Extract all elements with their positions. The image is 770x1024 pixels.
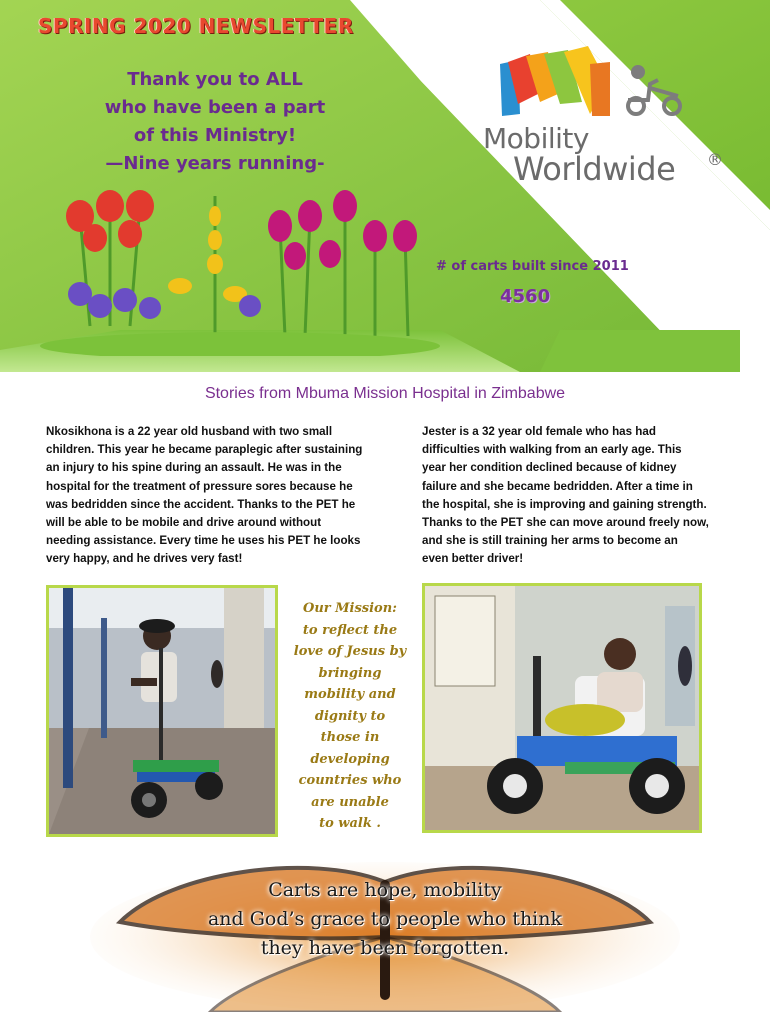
story-line: year her condition declined because of kidney bbox=[422, 461, 677, 475]
thanks-line: who have been a part bbox=[104, 97, 326, 118]
mission-line: love of Jesus by bbox=[293, 644, 407, 659]
mission-line: those in bbox=[320, 730, 380, 745]
registered-mark: ® bbox=[707, 150, 723, 169]
mission-line: developing bbox=[310, 751, 390, 767]
mission-line: dignity to bbox=[314, 708, 386, 724]
story-line: Jester is a 32 year old female who has had bbox=[422, 425, 656, 438]
quote-line: they have been forgotten. bbox=[260, 937, 510, 959]
thank-you-message bbox=[70, 66, 360, 178]
carts-built-label: # of carts built since 2011 bbox=[436, 259, 629, 274]
story-line: hospital for the treatment of pressure sores because he bbox=[46, 479, 353, 493]
story-jester bbox=[422, 423, 734, 569]
mission-line: to reflect the bbox=[302, 622, 398, 638]
carts-built-count: 4560 bbox=[500, 286, 551, 307]
photo-illustration bbox=[49, 588, 275, 834]
footer-quote bbox=[0, 876, 770, 963]
quote-line: and God’s grace to people who think bbox=[207, 908, 563, 930]
photo-nkosikhona-cart bbox=[46, 585, 278, 837]
story-nkosikhona bbox=[46, 423, 391, 569]
story-line: failure and she became bedridden. After a time in bbox=[422, 479, 693, 493]
story-line: children. This year he became paraplegic after sustaining bbox=[46, 443, 363, 457]
quote-line: Carts are hope, mobility bbox=[268, 879, 502, 901]
newsletter-title: SPRING 2020 NEWSLETTER bbox=[38, 14, 354, 38]
mission-line: are unable bbox=[311, 794, 389, 810]
story-line: Nkosikhona is a 22 year old husband with two small bbox=[46, 425, 333, 438]
mission-line: bringing bbox=[318, 665, 382, 681]
flowers-illustration bbox=[30, 176, 440, 356]
logo-name-line1: Mobility bbox=[483, 122, 589, 155]
photo-jester-cart bbox=[422, 583, 702, 833]
stories-section-title: Stories from Mbuma Mission Hospital in Zimbabwe bbox=[204, 385, 566, 402]
mission-line: Our Mission: bbox=[303, 601, 397, 616]
photo-illustration bbox=[425, 586, 699, 830]
thanks-line: of this Ministry! bbox=[133, 125, 297, 146]
story-line: Thanks to the PET she can move around freely now, bbox=[422, 516, 709, 530]
story-line: the hospital, she is improving and gaining strength. bbox=[422, 497, 707, 511]
mission-statement bbox=[280, 598, 420, 835]
story-line: an injury to his spine during an assault. He was in the bbox=[46, 461, 342, 475]
logo-location: IA – Leighton bbox=[566, 193, 644, 207]
story-line: even better driver! bbox=[422, 552, 524, 566]
story-line: and she is still training her arms to become an bbox=[422, 534, 678, 548]
story-line: very happy, and he drives very fast! bbox=[46, 552, 243, 566]
mission-line: countries who bbox=[298, 773, 402, 788]
mission-line: mobility and bbox=[304, 687, 396, 702]
story-line: will be able to be mobile and drive around without bbox=[46, 516, 322, 530]
logo-name-line2: Worldwide bbox=[513, 150, 676, 188]
thanks-line: Thank you to ALL bbox=[127, 69, 303, 90]
story-line: was bedridden since the accident. Thanks to the PET he bbox=[46, 497, 356, 511]
wheelchair-cart-icon bbox=[628, 67, 680, 114]
story-line: difficulties with walking from an early age. This bbox=[422, 443, 682, 457]
story-line: needing assistance. Every time he uses his PET he looks bbox=[46, 534, 361, 548]
thanks-line: —Nine years running- bbox=[105, 153, 325, 174]
mission-line: to walk . bbox=[319, 816, 381, 831]
